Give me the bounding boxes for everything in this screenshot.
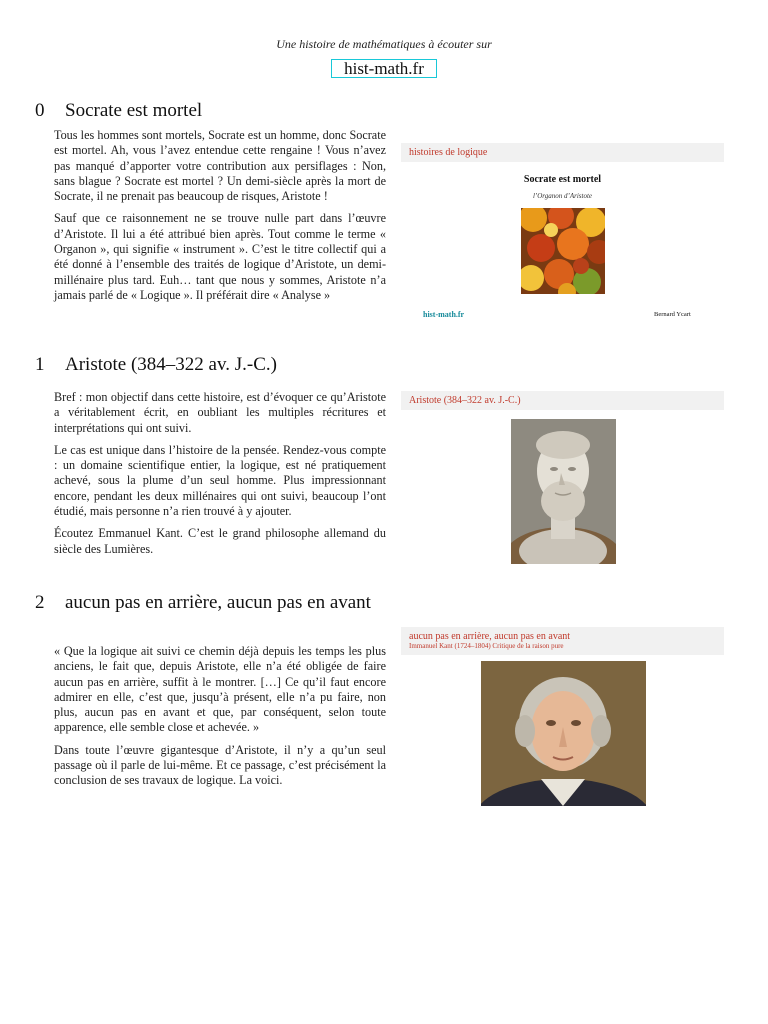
paragraph: « Que la logique ait suivi ce chemin déjà depuis les temps les plus anciens, le fait que, depuis Aristote, elle n’a été obligée de faire aucun pas en arrière, suffit à le montrer. […] Ce qu’il faut encore admirer en elle, c’est que, jusqu’à présent, elle n’a pu faire, non plus, aucun pas en avant et que, par conséquent, selon toute apparence, elle semble close et achevée. » bbox=[54, 644, 386, 735]
section-1-title bbox=[35, 354, 277, 376]
paragraph: Tous les hommes sont mortels, Socrate est un homme, donc Socrate est mortel. Ah, vous l’avez entendue cette rengaine ! Vous n’avez pas manqué d’apporter votre contribution aux persiflages : Non, sans blague ? Socrate est mortel ? Un demi-siècle après la mort de Socrate, il ne prenait pas beaucoup de risques, Aristote ! bbox=[54, 128, 386, 204]
section-heading: Aristote (384–322 av. J.-C.) bbox=[65, 354, 277, 375]
paragraph: Sauf que ce raisonnement ne se trouve nulle part dans l’œuvre d’Aristote. Il lui a été attribué bien après. Tout comme le terme « Organon », qui signifie « instrument ». C’est le titre collectif qui a été donné à l’ensemble des traités de logique d’Aristote, un demi-millénaire plus tard. Euh… tant que nous y sommes, Aristote n’a jamais parlé de « Logique ». Il préférait dire « Analyse » bbox=[54, 211, 386, 302]
cover-title: Socrate est mortel bbox=[523, 174, 602, 185]
cover-footer-site: hist-math.fr bbox=[423, 310, 465, 319]
section-0-card-bar bbox=[401, 143, 724, 162]
kant-portrait-image bbox=[481, 661, 646, 806]
section-number: 2 bbox=[35, 592, 45, 613]
section-1-text bbox=[54, 390, 386, 564]
section-0-text bbox=[54, 128, 386, 310]
section-number: 0 bbox=[35, 100, 45, 121]
section-heading: aucun pas en arrière, aucun pas en avant bbox=[65, 592, 371, 613]
hist-math-link[interactable]: hist-math.fr bbox=[331, 59, 437, 78]
cover-footer-author: Bernard Ycart bbox=[654, 311, 691, 318]
card-bar-title: histoires de logique bbox=[409, 147, 488, 158]
aristotle-bust-image bbox=[511, 419, 616, 564]
section-2-text bbox=[54, 644, 386, 796]
card-bar-title: aucun pas en arrière, aucun pas en avant bbox=[409, 631, 571, 642]
paragraph: Écoutez Emmanuel Kant. C’est le grand philosophe allemand du siècle des Lumières. bbox=[54, 526, 386, 556]
card-bar-subtitle: Immanuel Kant (1724–1804) Critique de la raison pure bbox=[409, 642, 564, 650]
cover-subtitle: l’Organon d’Aristote bbox=[532, 192, 593, 200]
section-0-title bbox=[35, 100, 202, 122]
paragraph: Dans toute l’œuvre gigantesque d’Aristote, il n’y a qu’un seul passage où il parle de lui-même. Et ce passage, c’est précisément la conclusion de ses travaux de logique. La voici. bbox=[54, 742, 386, 788]
paragraph: Le cas est unique dans l’histoire de la pensée. Rendez-vous compte : un domaine scientifique entier, la logique, est né pratiquement achevé, sous la plume d’un seul homme. Plus impressionnant encore, pendant les deux millénaires qui ont suivi, beaucoup l’ont étudié, mais personne n’a rien trouvé à y ajouter. bbox=[54, 442, 386, 519]
section-2-card-bar bbox=[401, 627, 724, 655]
autumn-leaves-image bbox=[521, 208, 605, 294]
section-2-title bbox=[35, 592, 371, 614]
section-heading: Socrate est mortel bbox=[65, 100, 203, 121]
paragraph: Bref : mon objectif dans cette histoire, est d’évoquer ce qu’Aristote a véritablement écrit, en oubliant les multiples récritures et interprétations qui ont suivi. bbox=[54, 390, 386, 435]
section-number: 1 bbox=[35, 354, 45, 375]
card-bar-title: Aristote (384–322 av. J.-C.) bbox=[409, 395, 521, 406]
header-tagline: Une histoire de mathématiques à écouter sur bbox=[276, 37, 492, 51]
section-1-card-bar bbox=[401, 391, 724, 410]
